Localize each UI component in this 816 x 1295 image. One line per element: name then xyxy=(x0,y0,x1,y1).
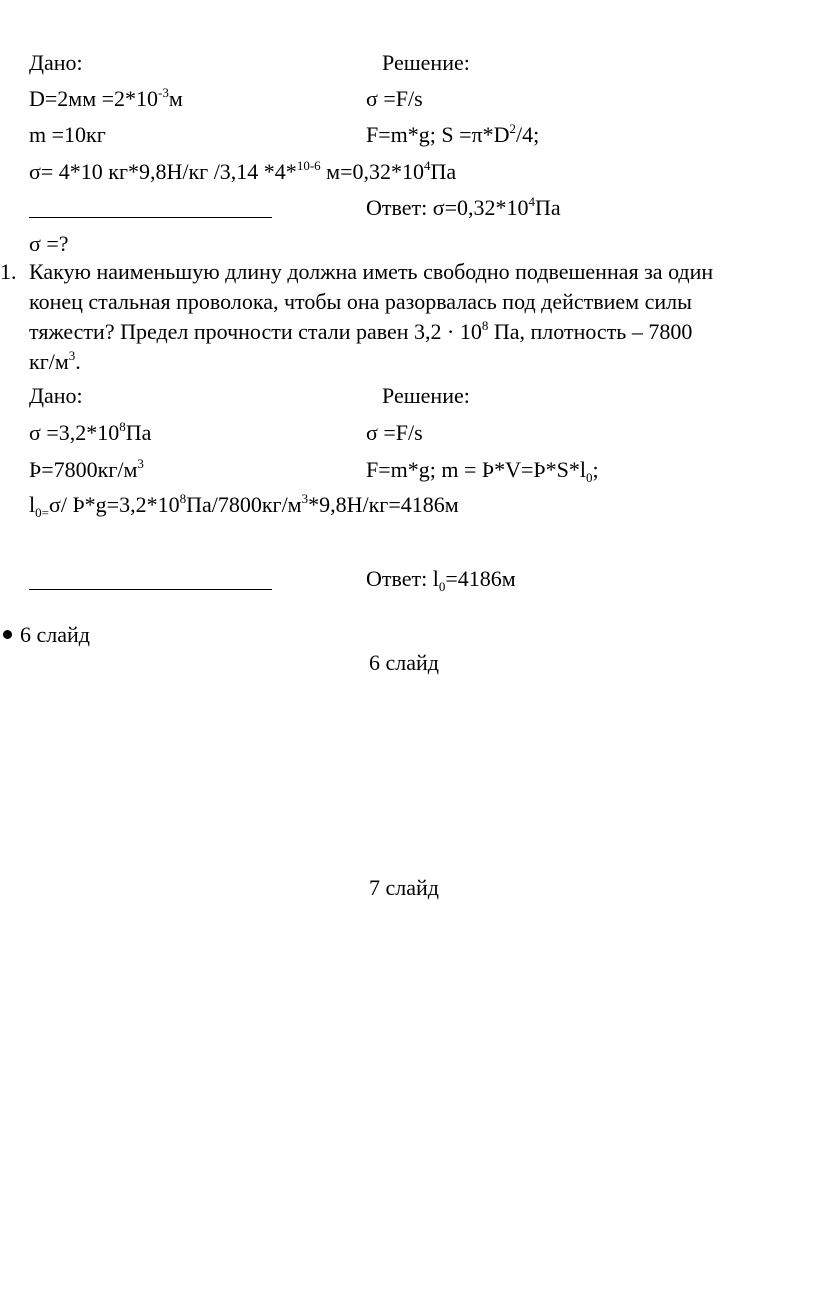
find-label: σ =? xyxy=(29,231,69,256)
slide-6-heading: 6 слайд xyxy=(369,650,439,675)
length-calculation: $l_{0=}\sigma/$ $Þ*g=3,2*10^8Па/7800кг/м^3*9,8Н/кг=4186м$ xyxy=(29,491,459,520)
solution-label: Решение: xyxy=(382,50,470,75)
given-strength: $\sigma =3,2*10^8Па$ xyxy=(29,419,152,445)
given-separator xyxy=(29,217,272,218)
given-diameter: $D=2мм =2*10^{-3}м$ xyxy=(29,85,183,111)
given-label: Дано: xyxy=(29,50,83,75)
problem-line-2: конец стальная проволока, чтобы она разорвалась под действием силы xyxy=(29,289,692,314)
problem-number: 1. xyxy=(0,259,17,284)
bullet-icon xyxy=(3,630,12,639)
answer-2: Ответ: $l_0=4186м$ xyxy=(366,566,516,594)
answer: Ответ: $\sigma=0,32*10^4Па$ xyxy=(366,194,561,220)
stress-calculation: σ= 4*10 кг*9,8Н/кг /3,14 *4*$^{10-6}$ $м=0,32*10^4Па$ xyxy=(29,158,457,184)
stress-formula-2: σ =F/s xyxy=(366,420,423,445)
given-mass: m =10кг xyxy=(29,122,106,147)
mass-formula: F=m*g; $m = Þ*V=Þ*S*l_0$; xyxy=(366,457,599,485)
given-label-2: Дано: xyxy=(29,383,83,408)
problem-line-1: Какую наименьшую длину должна иметь свободно подвешенная за один xyxy=(29,259,714,284)
problem-line-4: $кг/м^3$. xyxy=(29,348,81,374)
bullet-item: 6 слайд xyxy=(20,622,90,647)
given-density: $Þ=7800кг/м^3$ xyxy=(29,456,144,482)
stress-formula: σ =F/s xyxy=(366,86,423,111)
solution-label-2: Решение: xyxy=(382,383,470,408)
given-separator-2 xyxy=(29,589,272,590)
slide-7-heading: 7 слайд xyxy=(369,875,439,900)
problem-line-3: тяжести? Предел прочности стали равен $3,2 \cdot 10^8$ Па, плотность – 7800 xyxy=(29,318,693,344)
force-area-formula: F=m*g; $S =\pi*D^2/4$; xyxy=(366,121,540,147)
